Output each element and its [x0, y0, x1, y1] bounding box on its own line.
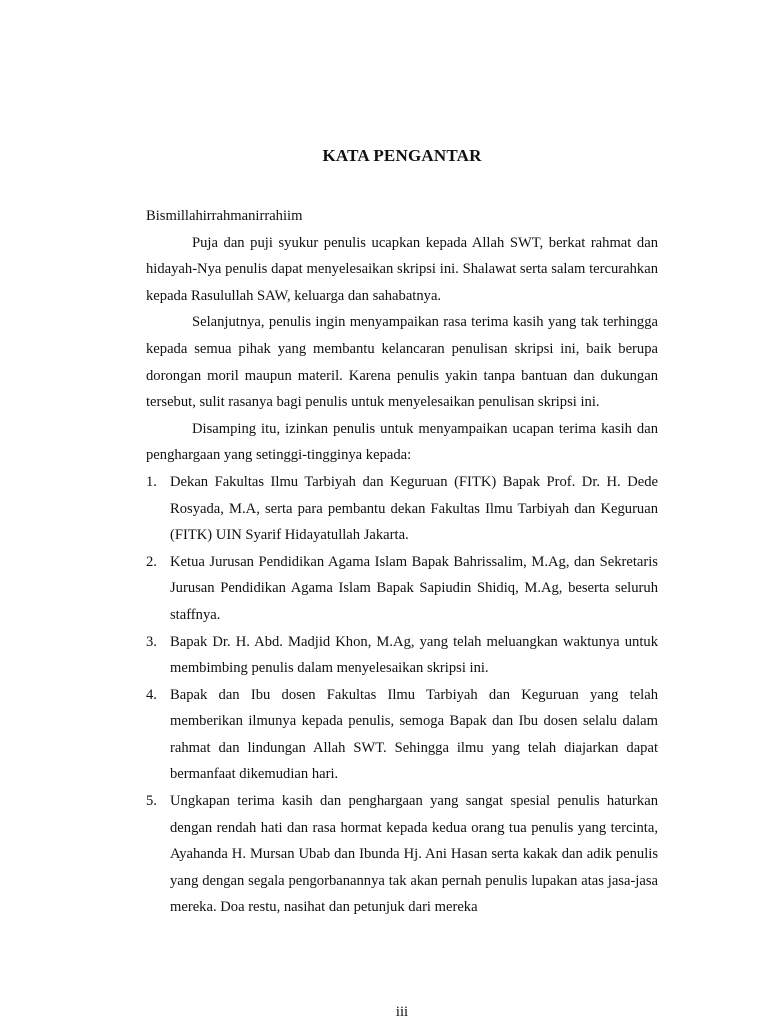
- list-item: [146, 469, 658, 549]
- acknowledgement-list: [146, 469, 658, 921]
- list-item-number: 2.: [146, 553, 157, 570]
- list-item-text: Ungkapan terima kasih dan penghargaan yang sangat spesial penulis haturkan dengan rendah hati dan rasa hormat kepada kedua orang tua penulis yang tercinta, Ayahanda H. Mursan Ubab dan Ibunda Hj. Ani Hasan serta kakak dan adik penulis yang dengan segala pengorbanannya tak akan pernah penulis lupakan atas jasa-jasa mereka. Doa restu, nasihat dan petunjuk dari mereka: [170, 793, 658, 916]
- list-item: [146, 629, 658, 682]
- document-page: [146, 0, 658, 1024]
- list-item-number: 4.: [146, 686, 157, 703]
- document-body: [146, 203, 658, 921]
- paragraph-3: Disamping itu, izinkan penulis untuk menyampaikan ucapan terima kasih dan penghargaan yang setinggi-tingginya kepada:: [146, 420, 658, 464]
- page-title: KATA PENGANTAR: [322, 146, 482, 165]
- paragraph-2: Selanjutnya, penulis ingin menyampaikan rasa terima kasih yang tak terhingga kepada semua pihak yang membantu kelancaran penulisan skripsi ini, baik berupa dorongan moril maupun materil. Karena penulis yakin tanpa bantuan dan dukungan tersebut, sulit rasanya bagi penulis untuk menyelesaikan penulisan skripsi ini.: [146, 314, 658, 411]
- list-item-number: 1.: [146, 473, 157, 490]
- list-item-text: Bapak dan Ibu dosen Fakultas Ilmu Tarbiyah dan Keguruan yang telah memberikan ilmunya kepada penulis, semoga Bapak dan Ibu dosen selalu dalam rahmat dan lindungan Allah SWT. Sehingga ilmu yang telah diajarkan dapat bermanfaat dikemudian hari.: [170, 686, 658, 783]
- list-item-number: 3.: [146, 633, 157, 650]
- list-item-text: Dekan Fakultas Ilmu Tarbiyah dan Keguruan (FITK) Bapak Prof. Dr. H. Dede Rosyada, M.A, serta para pembantu dekan Fakultas Ilmu Tarbiyah dan Keguruan (FITK) UIN Syarif Hidayatullah Jakarta.: [170, 473, 658, 544]
- list-item-number: 5.: [146, 793, 157, 810]
- opening-line: Bismillahirrahmanirrahiim: [146, 208, 303, 224]
- page-number: iii: [395, 1004, 409, 1020]
- list-item-text: Bapak Dr. H. Abd. Madjid Khon, M.Ag, yang telah meluangkan waktunya untuk membimbing penulis dalam menyelesaikan skripsi ini.: [170, 633, 658, 677]
- paragraph-1: Puja dan puji syukur penulis ucapkan kepada Allah SWT, berkat rahmat dan hidayah-Nya penulis dapat menyelesaikan skripsi ini. Shalawat serta salam tercurahkan kepada Rasulullah SAW, keluarga dan sahabatnya.: [146, 234, 658, 304]
- list-item: [146, 549, 658, 629]
- list-item-text: Ketua Jurusan Pendidikan Agama Islam Bapak Bahrissalim, M.Ag, dan Sekretaris Jurusan Pendidikan Agama Islam Bapak Sapiudin Shidiq, M.Ag, beserta seluruh staffnya.: [170, 553, 658, 623]
- list-item: [146, 682, 658, 788]
- list-item: [146, 788, 658, 921]
